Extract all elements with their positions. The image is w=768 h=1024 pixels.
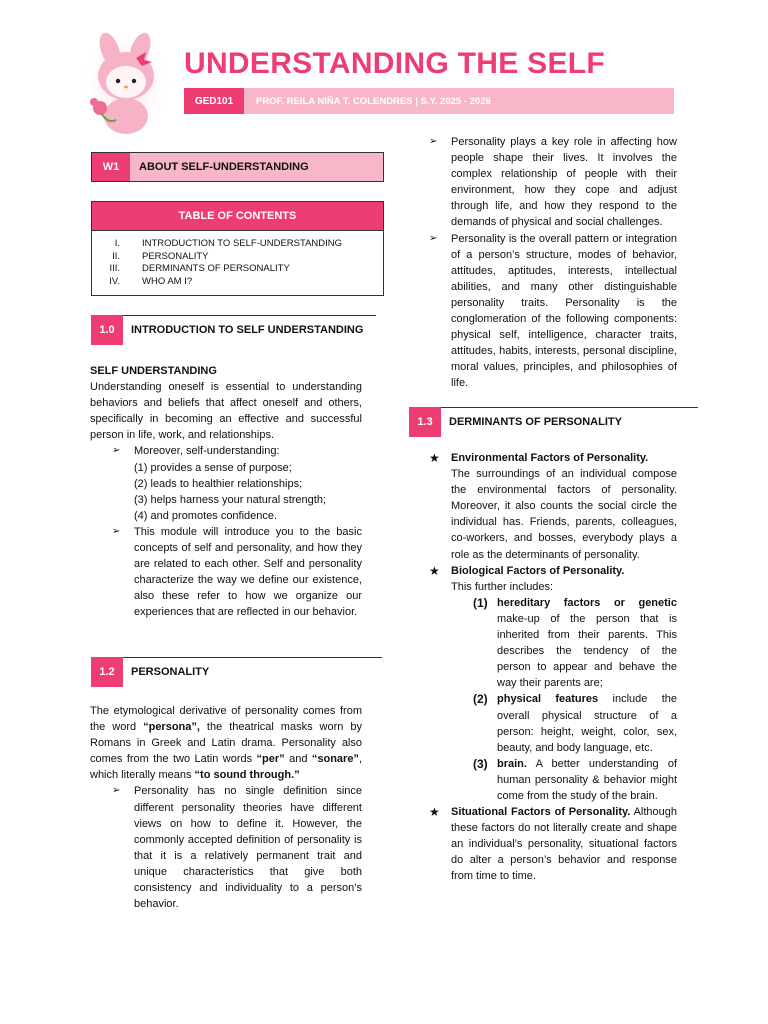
bullet-item [429,134,677,231]
factor-text: Although these factors do not literally create and shape an individual’s personality, situational factors do alter a person’s behavior and response from time to time. [451,806,677,883]
bullet-item [90,524,362,621]
section-title: INTRODUCTION TO SELF UNDERSTANDING [131,324,364,336]
toc-item-label: DERMINANTS OF PERSONALITY [142,263,290,274]
toc-item [92,263,383,276]
star-bullet-icon: ★ [429,805,440,820]
bullet-lead: Moreover, self-understanding: [134,445,280,458]
toc-item [92,276,383,289]
numbered-item: (2) physical features include the overall physical structure of a person: height, weight, color, sex, beauty, and body language, etc. [473,692,678,754]
bullet-item [429,231,677,392]
table-of-contents [91,201,384,296]
numbered-item: (3) brain. A better understanding of human personality & behavior might come from the study of the brain. [473,756,677,802]
toc-item [92,238,383,251]
factor-text: The surroundings of an individual compose the environmental factors of personality. Moreover, it also counts the social circle the individual has. Friends, parents, colleagues, co-workers, and bosses, everybody plays a role as the determinants of personality. [451,468,677,561]
section-divider [123,657,382,658]
bullet-item [90,783,362,912]
bullet-text: Personality is the overall pattern or integration of a person’s structure, modes of behavior, attitudes, aptitudes, interests, intellectual abilities, and many other distinguishable personality traits. Personality is the conglomeration of the following components: physical self, intelligence, character traits, attitudes, habits, interests, personal discipline, moral values, principles, and philosophies of life. [451,232,677,390]
paragraph: Understanding oneself is essential to understanding behaviors and beliefs that affect oneself and others, specifically in becoming an effective and successful person in life, work, and relationships. [90,381,362,442]
course-info-bar [184,88,674,114]
arrow-bullet-icon: ➢ [429,232,438,244]
section-1-3-body [429,450,677,885]
course-code: GED101 [184,88,244,114]
section-1-2-continued [429,134,677,392]
section-divider [441,407,698,408]
factor-title: Environmental Factors of Personality. [451,452,649,464]
week-banner [91,152,384,182]
toc-item-number: III. [109,263,120,274]
mascot-icon [78,28,174,138]
sub-item: (4) and promotes confidence. [134,509,278,522]
section-title: DERMINANTS OF PERSONALITY [449,416,622,428]
subheading: SELF UNDERSTANDING [90,365,217,377]
paragraph: The etymological derivative of personality comes from the word “persona”, the theatrical masks worn by Romans in Greek and Latin drama. Personality also comes from the two Latin words “per” and “sonare”, which literally means “to sound through.” [90,705,362,782]
section-title: PERSONALITY [131,666,210,678]
factor-title: Biological Factors of Personality. [451,564,625,577]
toc-item-number: IV. [109,275,120,287]
bullet-text: This module will introduce you to the basic concepts of self and personality, and how they are related to each other. Self and personality characterize the way we define our existence, also these refer to how we organize our experiences that are reflected in our behavior. [134,525,362,619]
star-item [429,804,677,884]
sub-item: (3) helps harness your natural strength; [134,493,326,506]
toc-item-label: PERSONALITY [142,250,209,262]
week-title: ABOUT SELF-UNDERSTANDING [139,161,309,173]
toc-heading: TABLE OF CONTENTS [92,202,383,231]
numbered-item: (1) hereditary factors or genetic make-up of the person that is inherited from their parents. This describes the tendency of the person to appear and behave the way their parents are; [473,595,677,690]
document-title: UNDERSTANDING THE SELF [184,47,606,80]
star-bullet-icon: ★ [429,563,440,578]
toc-item-label: WHO AM I? [142,275,193,287]
toc-item [92,251,383,264]
toc-item-number: I. [114,238,120,249]
star-item [429,450,677,563]
sub-item: (2) leads to healthier relationships; [134,477,303,490]
section-1-0-body [90,363,362,621]
section-number: 1.0 [91,315,123,345]
course-info: PROF. REILA NIÑA T. COLENDRES | S.Y. 2025 - 2026 [256,95,491,107]
bullet-text: Personality has no single definition since different personality theories have different views on how to define it. However, the commonly accepted definition of personality is that it is a relatively permanent trait and unique characteristics that give both consistency and individuality to a person’s behavior. [134,785,362,911]
factor-title: Situational Factors of Personality. [451,806,631,819]
arrow-bullet-icon: ➢ [112,785,121,797]
bullet-item [90,443,362,523]
section-1-2-body [90,703,362,912]
arrow-bullet-icon: ➢ [429,136,438,147]
sub-item: (1) provides a sense of purpose; [134,461,292,474]
toc-list [92,231,383,288]
section-number: 1.3 [409,407,441,437]
arrow-bullet-icon: ➢ [112,445,121,457]
toc-item-number: II. [112,250,120,262]
bullet-text: Personality plays a key role in affecting how people shape their lives. It involves the complex relationship of people with their environment, how they cope and adjust through life, and how they respond to the demands of physical and social challenges. [451,136,677,229]
section-1-0-heading [91,315,363,345]
toc-item-label: INTRODUCTION TO SELF-UNDERSTANDING [142,238,343,249]
arrow-bullet-icon: ➢ [112,525,121,537]
star-item [429,563,677,804]
section-number: 1.2 [91,657,123,687]
week-tag: W1 [92,153,130,181]
star-bullet-icon: ★ [429,451,440,465]
section-1-2-heading [91,657,209,687]
factor-text: This further includes: [451,580,554,593]
section-1-3-heading [409,407,622,437]
section-divider [123,315,376,316]
